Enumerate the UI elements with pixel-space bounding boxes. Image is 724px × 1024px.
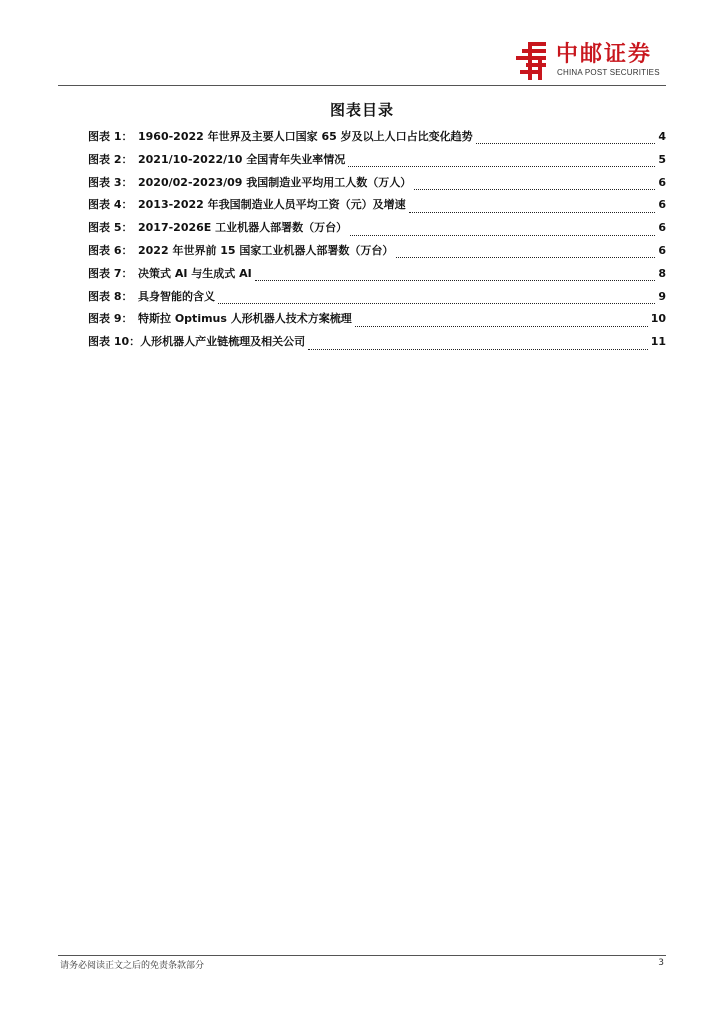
- toc-item-page: 8: [658, 266, 666, 280]
- toc-item[interactable]: [88, 175, 666, 198]
- toc-item-page: 10: [650, 312, 666, 326]
- toc-item-label: 图表 7：: [88, 266, 133, 280]
- toc-item-label: 图表 8：: [88, 289, 133, 303]
- toc-item-text: 2013-2022 年我国制造业人员平均工资（元）及增速: [138, 198, 406, 212]
- toc-item-label: 图表 9：: [88, 312, 133, 326]
- toc-item-text: 人形机器人产业链梳理及相关公司: [140, 335, 306, 349]
- toc-leader-dots: [255, 271, 655, 281]
- toc-item[interactable]: [88, 152, 666, 175]
- footer-divider: [58, 955, 666, 956]
- toc-list: [88, 129, 666, 357]
- toc-leader-dots: [476, 134, 655, 144]
- toc-leader-dots: [218, 294, 655, 304]
- toc-item-label: 图表 6：: [88, 243, 133, 257]
- toc-item-page: 4: [658, 130, 666, 143]
- toc-item-page: 5: [658, 152, 666, 166]
- toc-title: 图表目录: [329, 101, 394, 119]
- toc-item-page: 6: [658, 198, 666, 212]
- toc-item[interactable]: [88, 266, 666, 289]
- china-post-logo-icon: [514, 42, 548, 80]
- toc-item-page: 6: [658, 221, 666, 235]
- logo-chinese-name: 中邮证券: [556, 42, 653, 67]
- company-logo: [514, 42, 666, 82]
- toc-item-page: 6: [658, 175, 666, 189]
- toc-item[interactable]: [88, 129, 666, 152]
- page-header: [0, 0, 724, 86]
- toc-item[interactable]: [88, 243, 666, 266]
- toc-leader-dots: [350, 226, 655, 236]
- toc-item-text: 2022 年世界前 15 国家工业机器人部署数（万台）: [138, 243, 394, 257]
- toc-item-label: 图表 10：: [88, 335, 141, 349]
- toc-item-text: 2021/10-2022/10 全国青年失业率情况: [138, 152, 346, 166]
- toc-leader-dots: [396, 248, 655, 258]
- toc-item-text: 2017-2026E 工业机器人部署数（万台）: [138, 221, 348, 235]
- toc-item[interactable]: [88, 197, 666, 220]
- toc-item-page: 6: [658, 243, 666, 257]
- toc-item[interactable]: [88, 220, 666, 243]
- logo-english-name: CHINA POST SECURITIES: [557, 68, 660, 77]
- toc-item-label: 图表 1：: [88, 130, 133, 143]
- toc-item-label: 图表 2：: [88, 152, 133, 166]
- toc-item-label: 图表 3：: [88, 175, 133, 189]
- toc-leader-dots: [308, 340, 648, 350]
- toc-item[interactable]: [88, 334, 666, 357]
- toc-item[interactable]: [88, 289, 666, 312]
- footer-page-number: 3: [658, 958, 664, 968]
- toc-item-label: 图表 4：: [88, 198, 133, 212]
- toc-item-page: 9: [658, 289, 666, 303]
- toc-leader-dots: [409, 203, 655, 213]
- toc-item-text: 2020/02-2023/09 我国制造业平均用工人数（万人）: [138, 175, 412, 189]
- toc-item-label: 图表 5：: [88, 221, 133, 235]
- toc-item-text: 具身智能的含义: [138, 289, 215, 303]
- toc-leader-dots: [348, 157, 655, 167]
- toc-item-text: 决策式 AI 与生成式 AI: [138, 266, 252, 280]
- toc-item[interactable]: [88, 311, 666, 334]
- toc-leader-dots: [414, 180, 655, 190]
- toc-leader-dots: [355, 317, 648, 327]
- footer-disclaimer: 请务必阅读正文之后的免责条款部分: [60, 961, 205, 971]
- header-divider: [58, 85, 666, 86]
- toc-item-text: 特斯拉 Optimus 人形机器人技术方案梳理: [138, 312, 352, 326]
- toc-item-text: 1960-2022 年世界及主要人口国家 65 岁及以上人口占比变化趋势: [138, 130, 473, 143]
- toc-item-page: 11: [650, 335, 666, 349]
